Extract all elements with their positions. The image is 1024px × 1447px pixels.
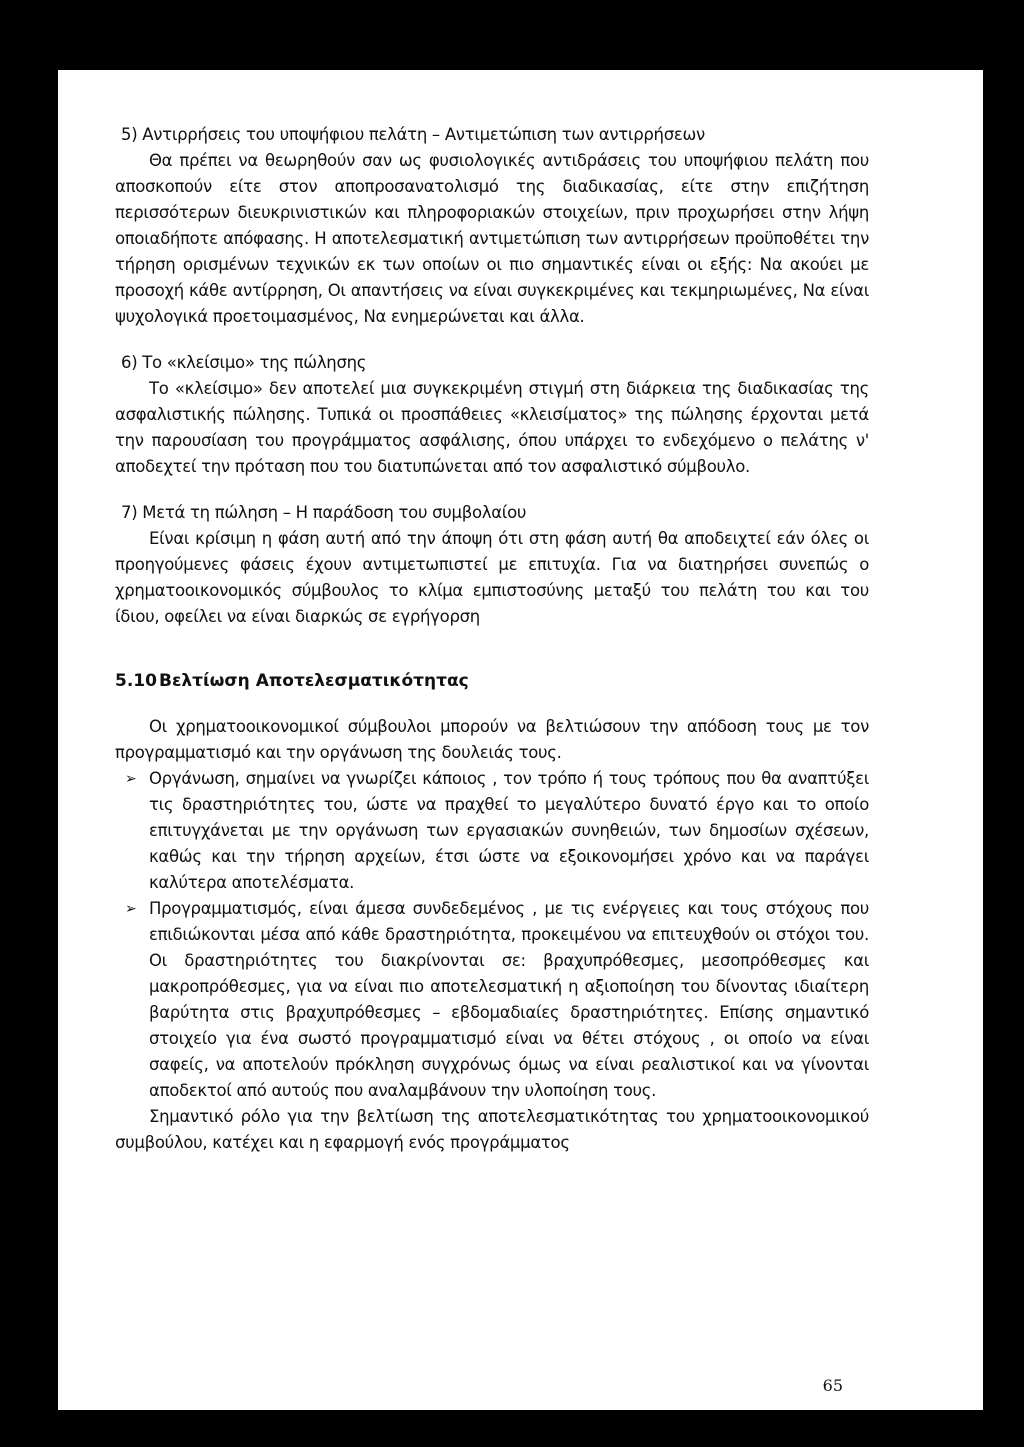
spacer [115,480,869,500]
main-section-title: Βελτίωση Αποτελεσματικότητας [159,671,469,691]
main-section-intro: Οι χρηματοοικονομικοί σύμβουλοι μπορούν να βελτιώσουν την απόδοση τους με τον προγραμματισμό και την οργάνωση της δουλειάς τους. [115,717,869,762]
section-heading-objections: 5) Αντιρρήσεις του υποψήφιου πελάτη – Αντιμετώπιση των αντιρρήσεων [121,125,705,144]
bullet-item-planning [115,896,869,1104]
spacer [115,330,869,350]
spacer [115,630,869,668]
page-content [115,122,869,1156]
section-body-closing-sale: Το «κλείσιμο» δεν αποτελεί μια συγκεκριμένη στιγμή στη διάρκεια της διαδικασίας της ασφαλιστικής πώλησης. Τυπικά οι προσπάθειες «κλεισίματος» της πώλησης έρχονται μετά την παρουσίαση του προγράμματος ασφάλισης, όπου υπάρχει το ενδεχόμενο ο πελάτης ν' αποδεχτεί την πρόταση που του διατυπώνεται από τον ασφαλιστικό σύμβουλο. [115,379,869,476]
main-section-closing: Σημαντικό ρόλο για την βελτίωση της αποτελεσματικότητας του χρηματοοικονομικού συμβούλου, κατέχει και η εφαρμογή ενός προγράμματος [115,1107,869,1152]
section-body-objections: Θα πρέπει να θεωρηθούν σαν ως φυσιολογικές αντιδράσεις του υποψήφιου πελάτη που αποσκοπούν είτε στον αποπροσανατολισμό της διαδικασίας, είτε στην επιζήτηση περισσότερων διευκρινιστικών και πληροφοριακών στοιχείων, πριν προχωρήσει στην λήψη οποιαδήποτε απόφασης. Η αποτελεσματική αντιμετώπιση των αντιρρήσεων προϋποθέτει την τήρηση ορισμένων τεχνικών εκ των οποίων οι πιο σημαντικές είναι οι εξής: Να ακούει με προσοχή κάθε αντίρρηση, Οι απαντήσεις να είναι συγκεκριμένες και τεκμηριωμένες, Να είναι ψυχολογικά προετοιμασμένος, Να ενημερώνεται και άλλα. [115,151,869,326]
spacer [115,694,869,714]
main-section-number: 5.10 [115,671,157,691]
arrow-bullet-icon: ➢ [125,771,137,787]
section-heading-after-sale: 7) Μετά τη πώληση – Η παράδοση του συμβολαίου [121,503,527,522]
section-body-after-sale: Είναι κρίσιμη η φάση αυτή από την άποψη ότι στη φάση αυτή θα αποδειχτεί εάν όλες οι προηγούμενες φάσεις έχουν αντιμετωπιστεί με επιτυχία. Για να διατηρήσει συνεπώς ο χρηματοοικονομικός σύμβουλος το κλίμα εμπιστοσύνης μεταξύ του πελάτη του και του ίδιου, οφείλει να είναι διαρκώς σε εγρήγορση [115,529,869,626]
section-heading-closing-sale: 6) Το «κλείσιμο» της πώλησης [121,353,367,372]
main-section-heading [115,668,869,694]
document-page [58,70,983,1410]
arrow-bullet-icon: ➢ [125,901,137,917]
bullet-text-planning: Προγραμματισμός, είναι άμεσα συνδεδεμένος , με τις ενέργειες και τους στόχους που επιδιώκονται μέσα από κάθε δραστηριότητα, προκειμένου να επιτευχθούν οι στόχοι του. Οι δραστηριότητες του διακρίνονται σε: βραχυπρόθεσμες, μεσοπρόθεσμες και μακροπρόθεσμες, για να είναι πιο αποτελεσματική η αξιοποίηση του δίνοντας ιδιαίτερη βαρύτητα στις βραχυπρόθεσμες – εβδομαδιαίες δραστηριότητες. Επίσης σημαντικό στοιχείο για ένα σωστό προγραμματισμό είναι να θέτει στόχους , οι οποίο να είναι σαφείς, να αποτελούν πρόκληση συγχρόνως όμως να είναι ρεαλιστικοί και να γίνονται αποδεκτοί από αυτούς που αναλαμβάνουν την υλοποίηση τους. [149,899,869,1100]
bullet-text-organization: Οργάνωση, σημαίνει να γνωρίζει κάποιος , τον τρόπο ή τους τρόπους που θα αναπτύξει τις δραστηριότητες του, ώστε να πραχθεί το μεγαλύτερο δυνατό έργο και το οποίο επιτυγχάνεται με την οργάνωση των εργασιακών συνηθειών, των δημοσίων σχέσεων, καθώς και την τήρηση αρχείων, έτσι ώστε να εξοικονομήσει χρόνο και να παράγει καλύτερα αποτελέσματα. [149,769,869,892]
bullet-item-organization [115,766,869,896]
bullet-list [115,766,869,1104]
page-number: 65 [822,1376,843,1395]
